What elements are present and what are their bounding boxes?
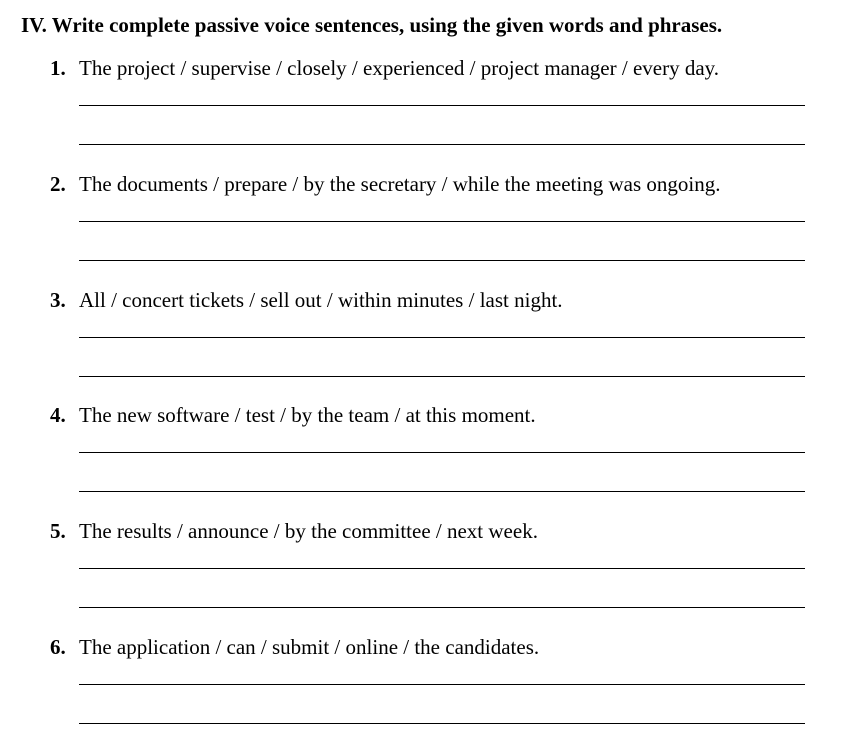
item-number: 3. [50, 288, 66, 312]
answer-line[interactable] [79, 337, 805, 338]
item-prompt: The documents / prepare / by the secretary / while the meeting was ongoing. [79, 172, 721, 196]
item-prompt: The new software / test / by the team / at this moment. [79, 403, 536, 427]
exercise-heading: IV. Write complete passive voice sentences, using the given words and phrases. [21, 13, 723, 37]
answer-line[interactable] [79, 491, 805, 492]
answer-line[interactable] [79, 568, 805, 569]
exercise-item-3 [0, 286, 851, 402]
answer-line[interactable] [79, 607, 805, 608]
answer-line[interactable] [79, 684, 805, 685]
item-number: 1. [50, 56, 66, 80]
item-number: 6. [50, 635, 66, 659]
answer-line[interactable] [79, 723, 805, 724]
item-prompt: The results / announce / by the committee / next week. [79, 519, 538, 543]
item-number: 5. [50, 519, 66, 543]
exercise-item-1 [0, 54, 851, 170]
answer-line[interactable] [79, 144, 805, 145]
answer-line[interactable] [79, 452, 805, 453]
exercise-item-2 [0, 170, 851, 286]
answer-line[interactable] [79, 221, 805, 222]
answer-line[interactable] [79, 376, 805, 377]
exercise-item-4 [0, 401, 851, 517]
exercise-item-6 [0, 633, 851, 749]
item-prompt: All / concert tickets / sell out / within minutes / last night. [79, 288, 563, 312]
item-prompt: The project / supervise / closely / experienced / project manager / every day. [79, 56, 720, 80]
answer-line[interactable] [79, 105, 805, 106]
exercise-item-5 [0, 517, 851, 633]
item-prompt: The application / can / submit / online / the candidates. [79, 635, 540, 659]
answer-line[interactable] [79, 260, 805, 261]
item-number: 4. [50, 403, 66, 427]
item-number: 2. [50, 172, 66, 196]
